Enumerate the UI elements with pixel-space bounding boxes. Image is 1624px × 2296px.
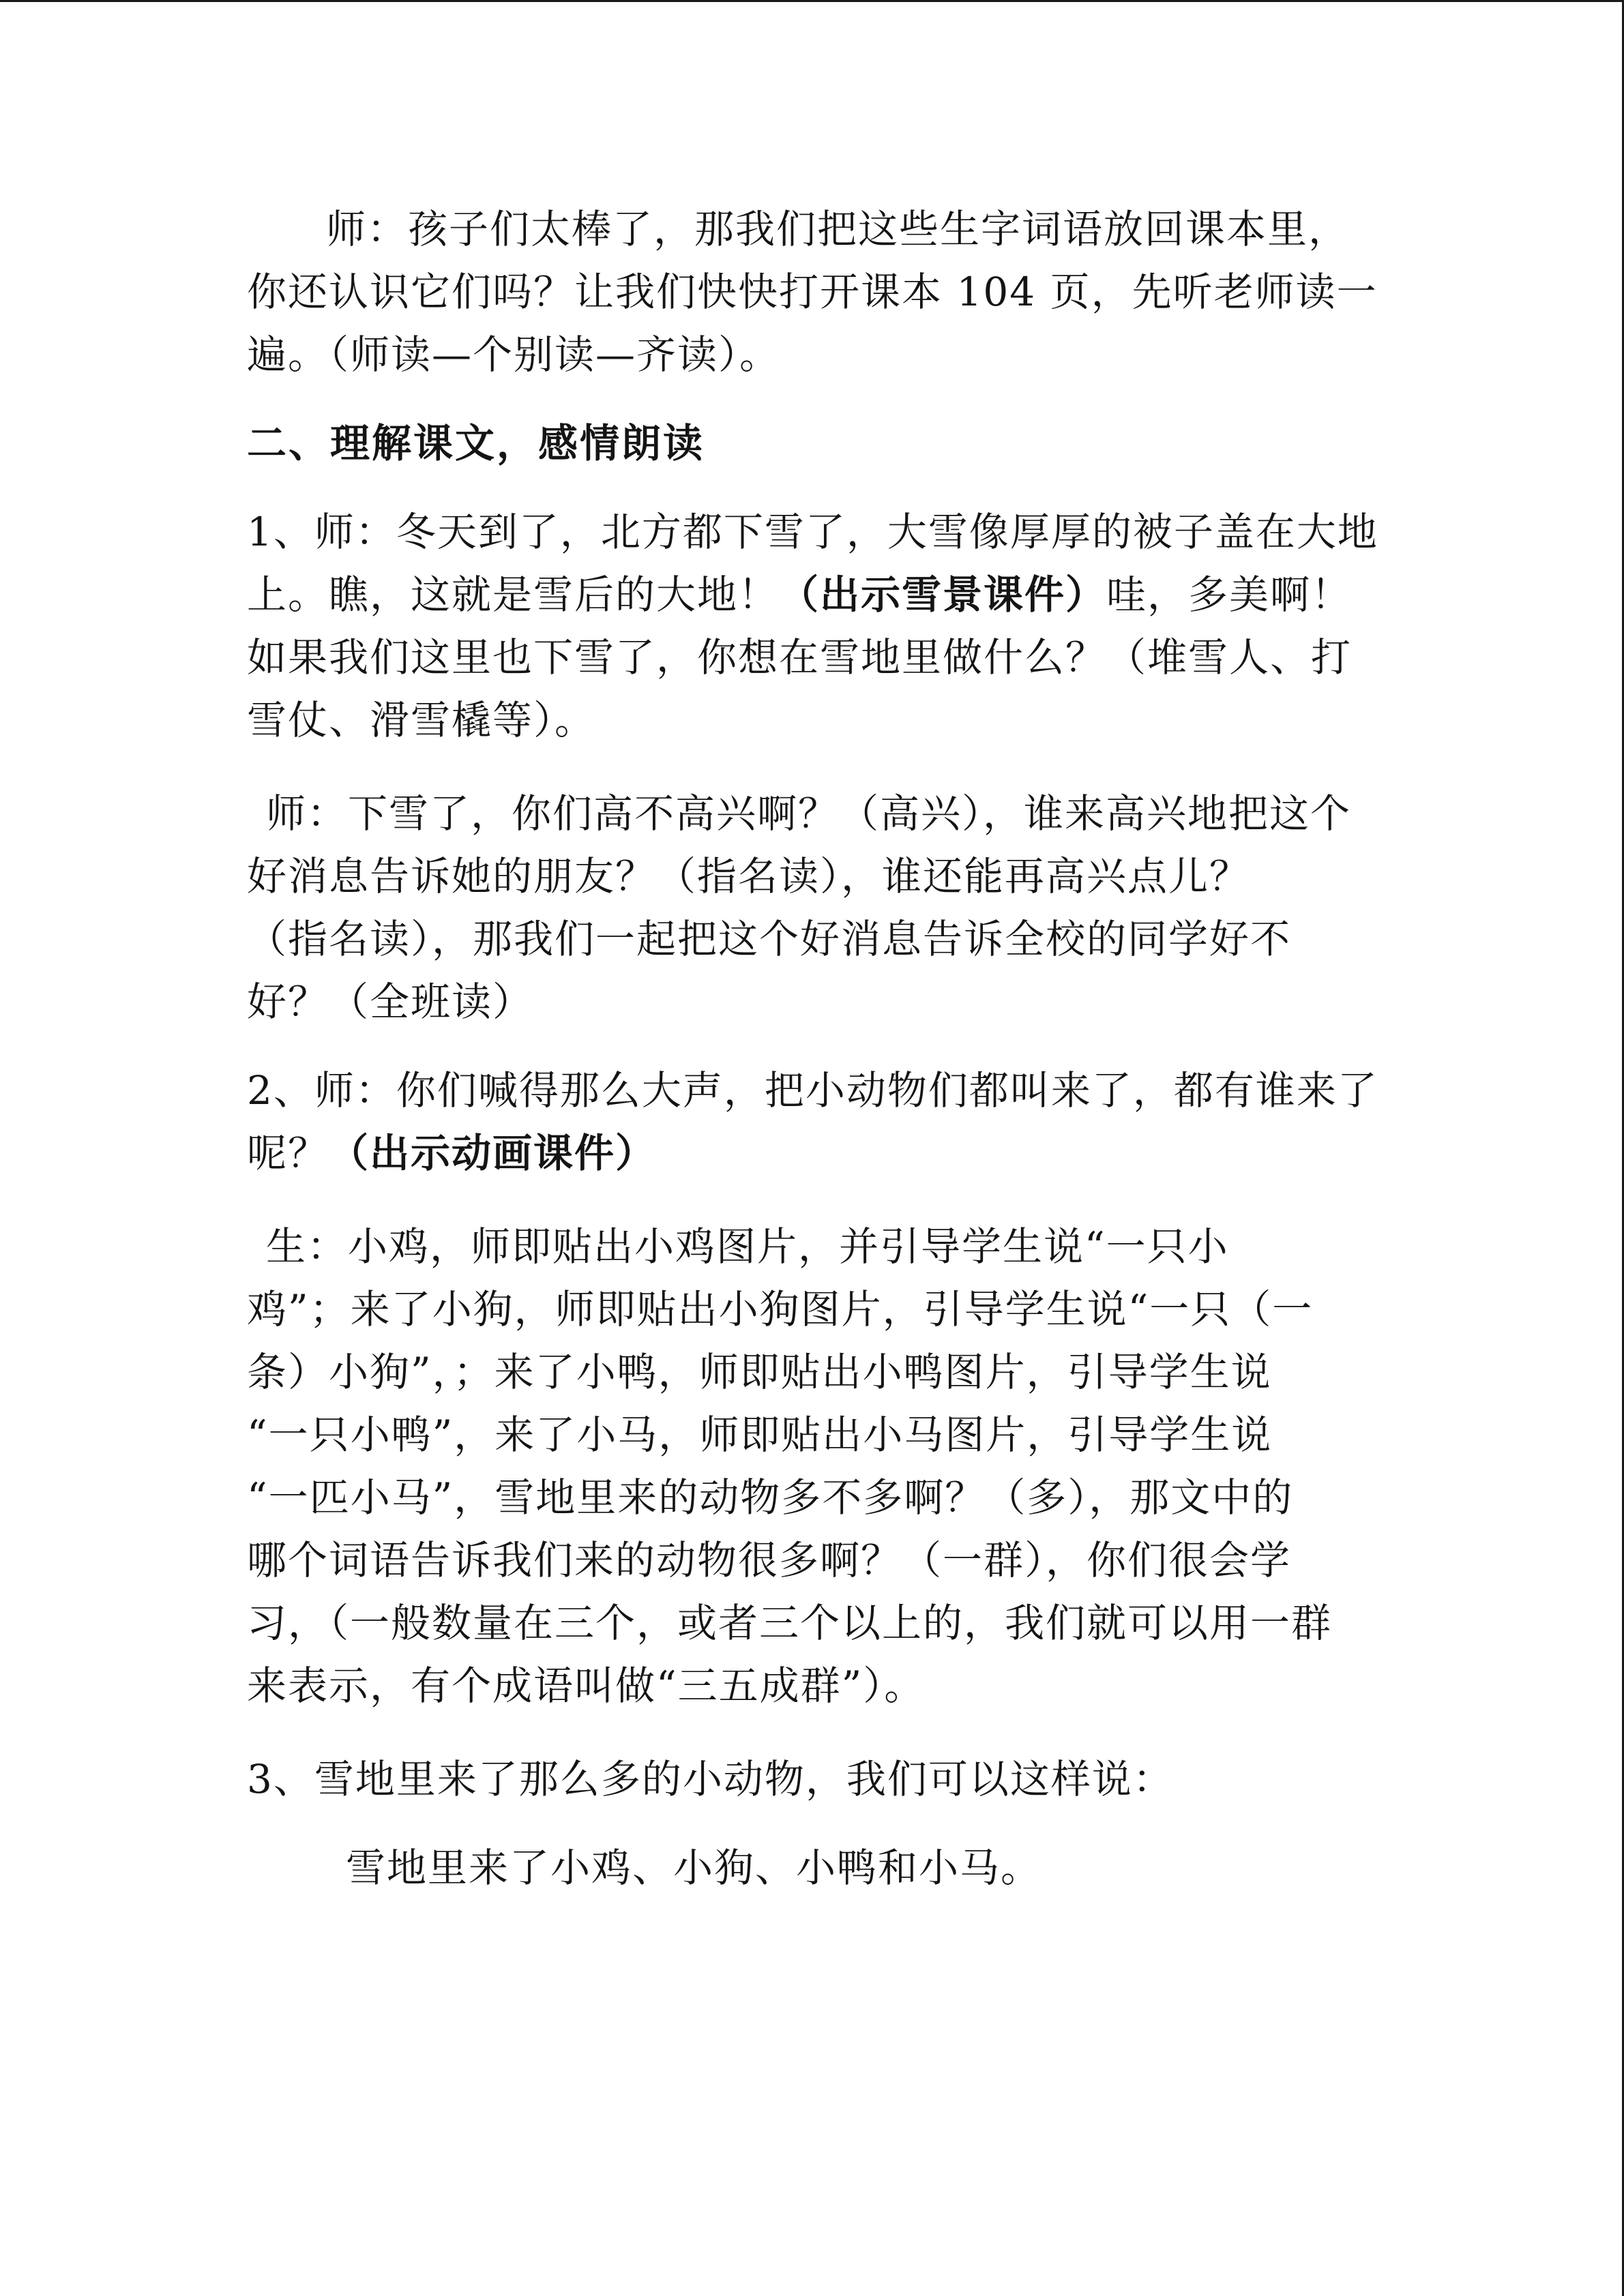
paragraph-animals-arrive-text: 2、师：你们喊得那么大声，把小动物们都叫来了，都有谁来了呢？: [247, 1067, 1378, 1176]
paragraph-student-answers-line-7: 习，（一般数量在三个，或者三个以上的，我们就可以用一群: [247, 1600, 1333, 1646]
courseware-note-animation: （出示动画课件）: [329, 1130, 657, 1176]
paragraph-teacher-intro: 师：孩子们太棒了，那我们把这些生字词语放回课本里，你还认识它们吗？让我们快快打开课本 104 页，先听老师读一遍。（师读—个别读—齐读）。: [247, 206, 1378, 378]
example-sentence: 雪地里来了小鸡、小狗、小鸭和小马。: [346, 1845, 1042, 1891]
paragraph-student-answers-line-4: “一只小鸭”，来了小马，师即贴出小马图片，引导学生说: [247, 1412, 1273, 1458]
section-heading: 二、理解课文，感情朗读: [247, 420, 705, 466]
paragraph-animals-arrive: [247, 1059, 1379, 1184]
courseware-note-snow: （出示雪景课件）: [779, 571, 1107, 618]
paragraph-student-answers-line-6: 哪个词语告诉我们来的动物很多啊？（一群），你们很会学: [247, 1537, 1292, 1583]
paragraph-student-answers-line-5: “一匹小马”，雪地里来的动物多不多啊？（多），那文中的: [247, 1474, 1294, 1521]
paragraph-student-answers-line-8: 来表示，有个成语叫做“三五成群”）。: [247, 1663, 926, 1709]
paragraph-student-answers: [247, 1215, 1379, 1717]
paragraph-happy-reading-line-2: （指名读），那我们一起把这个好消息告诉全校的同学好不: [247, 916, 1292, 962]
paragraph-student-answers-line-2: 鸡”；来了小狗，师即贴出小狗图片，引导学生说“一只（一: [247, 1286, 1314, 1332]
paragraph-happy-reading-line-1: 师：下雪了，你们高不高兴啊？（高兴），谁来高兴地把这个好消息告诉她的朋友？（指名读），谁还能再高兴点儿？: [247, 790, 1352, 899]
paragraph-student-answers-line-3: 条）小狗”，；来了小鸭，师即贴出小鸭图片，引导学生说: [247, 1349, 1272, 1395]
paragraph-winter-snow: [247, 501, 1379, 751]
document-body: [247, 198, 1379, 1899]
paragraph-winter-snow-text-b: 哇，多美啊！如果我们这里也下雪了，你想在雪地里做什么？（堆雪人、打雪仗、滑雪橇等）。: [247, 571, 1353, 743]
paragraph-student-answers-line-1: 生：小鸡，师即贴出小鸡图片，并引导学生说“一只小: [266, 1223, 1229, 1270]
paragraph-winter-snow-text-a: 1、师：冬天到了，北方都下雪了，大雪像厚厚的被子盖在大地上。瞧，这就是雪后的大地！: [247, 509, 1378, 618]
paragraph-sentence-pattern: 3、雪地里来了那么多的小动物，我们可以这样说：: [247, 1756, 1174, 1802]
paragraph-happy-reading: [247, 782, 1379, 1033]
paragraph-happy-reading-line-3: 好？（全班读）: [247, 979, 534, 1025]
